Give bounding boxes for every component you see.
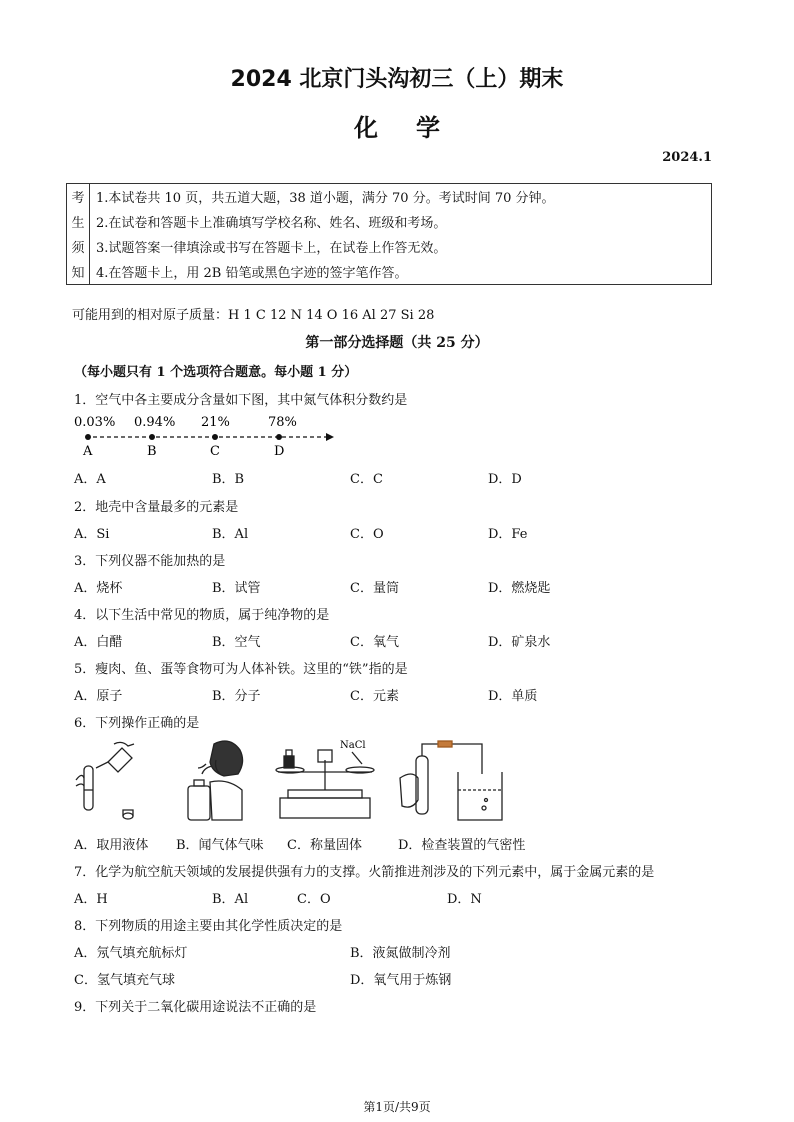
notice-side-char: 须: [67, 234, 90, 259]
value-a: 0.03%: [74, 415, 116, 430]
question-4-option-d: D．矿泉水: [488, 635, 551, 650]
question-3-stem: 3．下列仪器不能加热的是: [74, 554, 226, 569]
exam-date: 2024.1: [662, 150, 712, 165]
notice-table: [66, 183, 712, 285]
question-3-option-a: A．烧杯: [74, 581, 123, 596]
question-1-stem: 1．空气中各主要成分含量如下图，其中氮气体积分数约是: [74, 393, 408, 408]
value-c: 21%: [201, 415, 230, 430]
pour-liquid-figure: [72, 740, 142, 820]
notice-side-char: 生: [67, 209, 90, 234]
question-7-option-a: A．H: [74, 892, 108, 907]
notice-rule: 3.试题答案一律填涂或书写在答题卡上，在试卷上作答无效。: [90, 234, 712, 259]
weigh-solid-figure: [270, 736, 380, 822]
question-8-option-a: A．氖气填充航标灯: [74, 946, 188, 961]
question-4-option-b: B．空气: [212, 635, 261, 650]
question-7-option-b: B．Al: [212, 892, 249, 907]
notice-side-char: 知: [67, 259, 90, 285]
question-4-option-a: A．白醋: [74, 635, 123, 650]
question-1-option-c: C．C: [350, 472, 383, 487]
value-d: 78%: [268, 415, 297, 430]
question-7-stem: 7．化学为航空航天领域的发展提供强有力的支撑。火箭推进剂涉及的下列元素中，属于金属元素的是: [74, 865, 655, 880]
notice-rule: 2.在试卷和答题卡上准确填写学校名称、姓名、班级和考场。: [90, 209, 712, 234]
question-2-option-c: C．O: [350, 527, 384, 542]
question-6-option-b: B．闻气体气味: [176, 838, 264, 853]
question-1-option-a: A．A: [74, 472, 106, 487]
question-1-option-b: B．B: [212, 472, 245, 487]
question-6-option-c: C．称量固体: [287, 838, 362, 853]
subject-title: 化学: [354, 114, 478, 142]
question-2-option-d: D．Fe: [488, 527, 528, 542]
question-8-stem: 8．下列物质的用途主要由其化学性质决定的是: [74, 919, 343, 934]
page-footer: 第1页/共9页: [363, 1100, 431, 1114]
notice-rule: 1.本试卷共 10 页，共五道大题，38 道小题，满分 70 分。考试时间 70 分钟。: [90, 184, 712, 210]
notice-rule: 4.在答题卡上，用 2B 铅笔或黑色字迹的签字笔作答。: [90, 259, 712, 285]
notice-side-char: 考: [67, 184, 90, 210]
question-7-option-d: D．N: [447, 892, 482, 907]
question-2-option-b: B．Al: [212, 527, 249, 542]
exam-title: 2024 北京门头沟初三（上）期末: [230, 67, 564, 92]
question-5-option-d: D．单质: [488, 689, 538, 704]
question-4-stem: 4．以下生活中常见的物质，属于纯净物的是: [74, 608, 330, 623]
point-a: [85, 434, 91, 440]
point-d: [276, 434, 282, 440]
label-c: C: [210, 444, 220, 459]
question-7-option-c: C．O: [297, 892, 331, 907]
section-instruction: （每小题只有 1 个选项符合题意。每小题 1 分）: [74, 365, 358, 380]
question-3-option-c: C．量筒: [350, 581, 399, 596]
smell-gas-figure: [180, 738, 250, 822]
point-c: [212, 434, 218, 440]
question-8-option-c: C．氢气填充气球: [74, 973, 175, 988]
question-6-option-a: A．取用液体: [74, 838, 149, 853]
axis-arrow: [326, 433, 334, 441]
label-a: A: [83, 444, 93, 459]
question-2-option-a: A．Si: [74, 527, 110, 542]
question-3-option-b: B．试管: [212, 581, 261, 596]
question-6-stem: 6．下列操作正确的是: [74, 716, 200, 731]
section-title: 第一部分选择题（共 25 分）: [305, 335, 489, 351]
atomic-masses: 可能用到的相对原子质量：H 1 C 12 N 14 O 16 Al 27 Si 28: [72, 308, 435, 323]
question-2-stem: 2．地壳中含量最多的元素是: [74, 500, 239, 515]
question-5-option-c: C．元素: [350, 689, 399, 704]
question-8-option-b: B．液氮做制冷剂: [350, 946, 451, 961]
question-5-option-a: A．原子: [74, 689, 123, 704]
check-airtightness-figure: [392, 738, 512, 824]
label-b: B: [147, 444, 157, 459]
question-6-option-d: D．检查装置的气密性: [398, 838, 526, 853]
question-9-stem: 9．下列关于二氧化碳用途说法不正确的是: [74, 1000, 317, 1015]
question-3-option-d: D．燃烧匙: [488, 581, 551, 596]
value-b: 0.94%: [134, 415, 176, 430]
question-4-option-c: C．氧气: [350, 635, 399, 650]
air-composition-numberline: [74, 412, 338, 462]
label-d: D: [274, 444, 285, 459]
point-b: [149, 434, 155, 440]
question-1-option-d: D．D: [488, 472, 522, 487]
nacl-label: NaCl: [340, 740, 366, 751]
question-5-stem: 5．瘦肉、鱼、蛋等食物可为人体补铁。这里的“铁”指的是: [74, 662, 408, 677]
question-8-option-d: D．氧气用于炼钢: [350, 973, 452, 988]
question-5-option-b: B．分子: [212, 689, 261, 704]
